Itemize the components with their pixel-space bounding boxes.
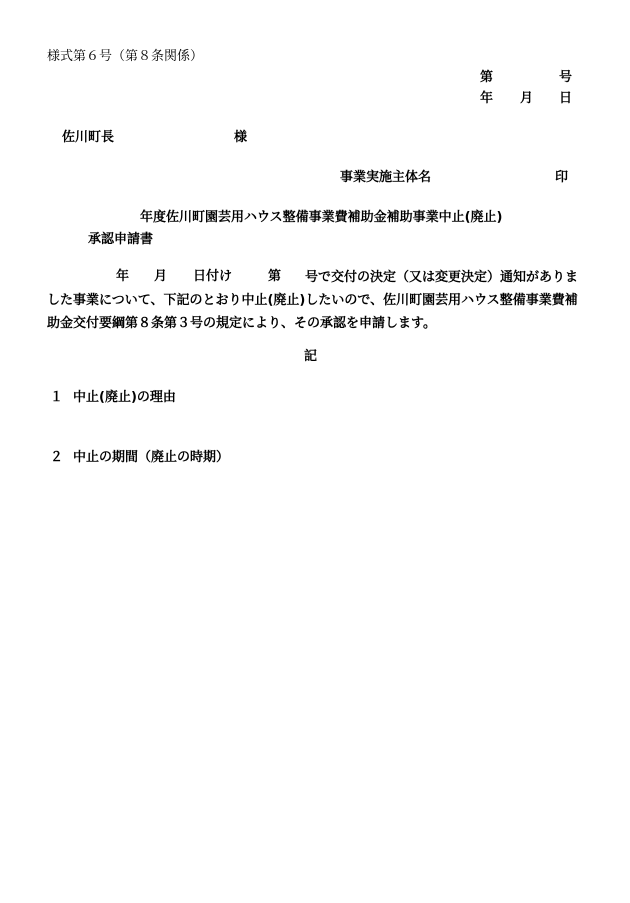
body-number-prefix: 第 <box>268 269 282 284</box>
issue-number-suffix: 号 <box>559 70 573 85</box>
body-dated: 日付け <box>193 269 233 284</box>
date-month: 月 <box>520 91 534 106</box>
item-1-label: 中止(廃止)の理由 <box>73 390 176 405</box>
date-day: 日 <box>559 91 573 106</box>
document-title-line1: 年度佐川町園芸用ハウス整備事業費補助金補助事業中止(廃止) <box>140 210 503 225</box>
body-month: 月 <box>154 269 168 284</box>
body-paragraph <box>47 266 579 335</box>
item-2-number: ２ <box>50 450 64 465</box>
document-title-line2: 承認申請書 <box>88 232 154 247</box>
item-1-number: １ <box>50 390 64 405</box>
applicant-seal: 印 <box>555 170 569 185</box>
addressee-name: 佐川町長 <box>62 130 115 145</box>
applicant-label: 事業実施主体名 <box>340 170 432 185</box>
body-year: 年 <box>116 269 130 284</box>
date-year: 年 <box>480 91 494 106</box>
item-2-label: 中止の期間（廃止の時期） <box>73 450 230 465</box>
ki-marker: 記 <box>304 349 318 364</box>
issue-number-prefix: 第 <box>480 70 494 85</box>
body-paragraph-text: 号で交付の決定（又は変更決定）通知がありました事業について、下記のとおり中止(廃止)したいので、佐川町園芸用ハウス整備事業費補助金交付要綱第８条第３号の規定により、その承認を申請します。 <box>47 270 579 331</box>
form-number: 様式第６号（第８条関係） <box>47 49 204 64</box>
addressee-honorific: 様 <box>234 130 248 145</box>
